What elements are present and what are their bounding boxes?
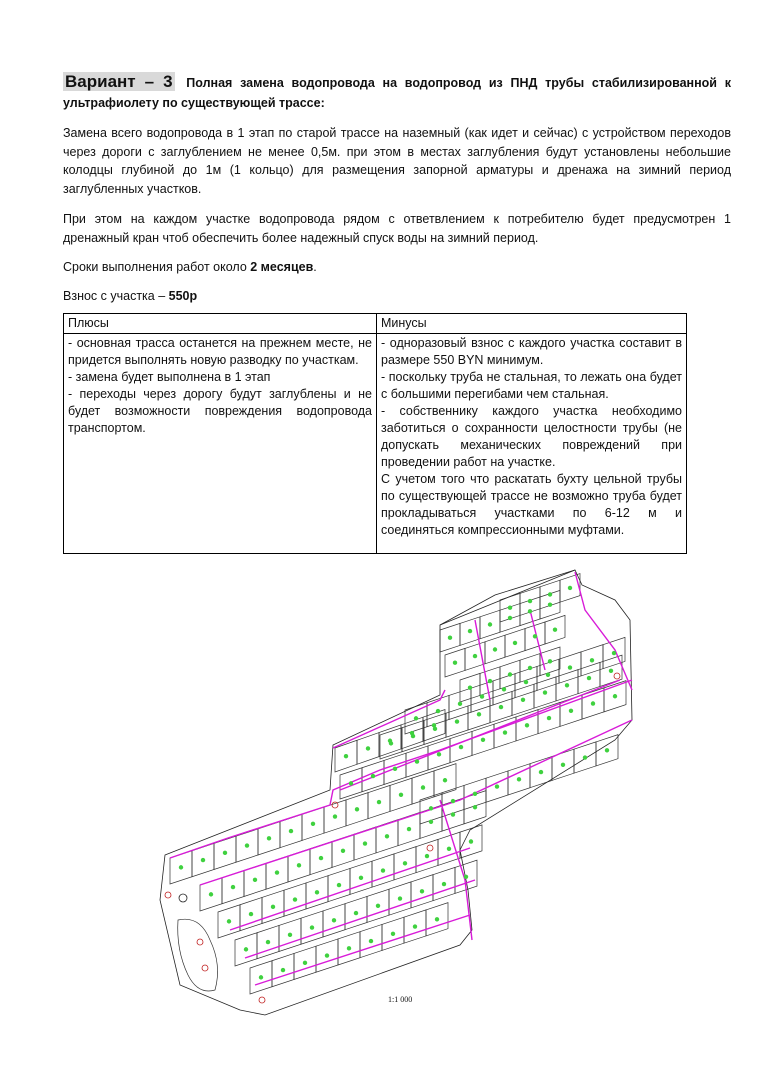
tree-marker [502, 687, 506, 691]
tree-marker [553, 628, 557, 632]
tree-marker [473, 792, 477, 796]
tree-marker [547, 716, 551, 720]
tree-marker [429, 806, 433, 810]
well-marker [614, 673, 620, 679]
tree-marker [399, 793, 403, 797]
tree-marker [451, 812, 455, 816]
cons-header: Минусы [377, 314, 687, 334]
pros-item: - основная трасса останется на прежнем месте, не придется выполнять новую разводку по участкам. [68, 336, 372, 367]
tree-marker [413, 924, 417, 928]
tree-marker [436, 709, 440, 713]
tree-marker [266, 940, 270, 944]
tree-marker [488, 622, 492, 626]
tree-marker [435, 917, 439, 921]
tree-marker [315, 890, 319, 894]
tree-marker [398, 896, 402, 900]
tree-marker [499, 705, 503, 709]
tree-marker [377, 800, 381, 804]
tree-marker [459, 745, 463, 749]
tree-marker [525, 723, 529, 727]
tree-marker [443, 778, 447, 782]
well-marker [259, 997, 265, 1003]
well-marker [427, 845, 433, 851]
variant-title: Полная замена водопровода на водопровод из ПНД трубы стабилизированной к ультрафиолету по существующей трассе: [63, 76, 731, 110]
tree-marker [548, 659, 552, 663]
water-pipe-route [575, 572, 632, 690]
pros-header: Плюсы [64, 314, 377, 334]
tree-marker [451, 799, 455, 803]
tree-marker [495, 784, 499, 788]
tree-marker [473, 654, 477, 658]
tree-marker [275, 870, 279, 874]
paragraph-drain: При этом на каждом участке водопровода рядом с ответвлением к потребителю будет предусмотрен 1 дренажный кран чтоб обеспечить более надежный спуск воды на зимний период. [63, 212, 731, 245]
well-marker [202, 965, 208, 971]
tree-marker [583, 755, 587, 759]
tree-marker [437, 752, 441, 756]
table-header-row [64, 314, 687, 334]
site-plan-map [150, 560, 740, 1020]
tree-marker [448, 636, 452, 640]
table-row [64, 334, 687, 554]
paragraph-fee [63, 287, 731, 306]
tree-marker [613, 694, 617, 698]
tree-marker [543, 690, 547, 694]
cons-item: С учетом того что раскатать бухту цельной трубы по существующей трассе не возможно труба будет прокладываться участками по 6-12 м и соединяться компрессионными муфтами. [381, 472, 682, 537]
tree-marker [420, 889, 424, 893]
tree-marker [477, 712, 481, 716]
tree-marker [231, 885, 235, 889]
well-marker [197, 939, 203, 945]
tree-marker [293, 897, 297, 901]
tree-marker [455, 719, 459, 723]
tree-marker [528, 599, 532, 603]
site-boundary [160, 570, 632, 1015]
pros-cell [64, 334, 377, 554]
tree-marker [369, 939, 373, 943]
tree-marker [569, 709, 573, 713]
tree-marker [568, 586, 572, 590]
variant-label: Вариант – 3 [65, 72, 173, 91]
tree-marker [414, 716, 418, 720]
water-pipe-route [530, 610, 545, 670]
tree-marker [528, 609, 532, 613]
tree-marker [337, 883, 341, 887]
tree-marker [480, 694, 484, 698]
tree-marker [325, 953, 329, 957]
tree-marker [332, 918, 336, 922]
water-pipe-route [255, 915, 470, 985]
tree-marker [546, 673, 550, 677]
tree-marker [521, 698, 525, 702]
tree-marker [561, 763, 565, 767]
tree-marker [539, 770, 543, 774]
tree-marker [403, 861, 407, 865]
tree-marker [493, 647, 497, 651]
tree-marker [366, 746, 370, 750]
tree-marker [605, 748, 609, 752]
pros-cons-table [63, 313, 687, 554]
tree-marker [421, 785, 425, 789]
tree-marker [281, 968, 285, 972]
tree-marker [381, 868, 385, 872]
tree-marker [259, 975, 263, 979]
tree-marker [201, 858, 205, 862]
tree-marker [385, 834, 389, 838]
tree-marker [528, 666, 532, 670]
tree-marker [333, 814, 337, 818]
tree-marker [245, 843, 249, 847]
tree-marker [548, 592, 552, 596]
tree-marker [297, 863, 301, 867]
tree-marker [289, 829, 293, 833]
tree-marker [344, 754, 348, 758]
tree-marker [319, 856, 323, 860]
tree-marker [568, 665, 572, 669]
tree-marker [481, 738, 485, 742]
pond [178, 919, 218, 991]
tree-marker [363, 841, 367, 845]
paragraph-description: Замена всего водопровода в 1 этап по старой трассе на наземный (как идет и сейчас) с устройством переходов через дороги с заглублением не менее 0,5м. при этом в местах заглубления будут установлены небольшие колодцы глубиной до 1м (1 кольцо) для размещения запорной арматуры и дренажа на зимний период заглубленных участков. [63, 126, 731, 196]
tree-marker [468, 629, 472, 633]
tree-marker [464, 875, 468, 879]
water-pipe-route [170, 680, 632, 858]
tree-marker [227, 919, 231, 923]
tree-marker [393, 767, 397, 771]
map-scale-label: 1:1 000 [388, 995, 413, 1004]
paragraph-timeline [63, 258, 731, 277]
tree-marker [587, 676, 591, 680]
tree-marker [524, 680, 528, 684]
well-marker [332, 802, 338, 808]
variant-heading [63, 72, 731, 113]
tree-marker [310, 925, 314, 929]
tree-marker [442, 882, 446, 886]
tree-marker [609, 669, 613, 673]
timeline-suffix: . [313, 260, 317, 274]
fee-amount: 550р [168, 289, 198, 303]
tree-marker [517, 777, 521, 781]
fee-prefix: Взнос с участка – [63, 289, 169, 303]
tree-marker [612, 651, 616, 655]
tree-marker [389, 741, 393, 745]
tree-marker [415, 759, 419, 763]
tree-marker [288, 933, 292, 937]
tree-marker [253, 878, 257, 882]
tree-marker [468, 686, 472, 690]
tree-marker [223, 851, 227, 855]
water-pipe-route [475, 620, 490, 700]
tree-marker [371, 774, 375, 778]
tree-marker [433, 727, 437, 731]
tree-marker [533, 634, 537, 638]
tree-marker [179, 865, 183, 869]
tree-marker [591, 701, 595, 705]
tree-marker [355, 807, 359, 811]
tree-marker [458, 702, 462, 706]
tree-marker [411, 734, 415, 738]
tree-marker [425, 854, 429, 858]
tree-marker [513, 641, 517, 645]
tree-marker [341, 849, 345, 853]
tree-marker [508, 672, 512, 676]
tree-marker [391, 932, 395, 936]
tree-marker [469, 839, 473, 843]
tree-marker [209, 892, 213, 896]
tree-marker [376, 904, 380, 908]
cons-item: - собственнику каждого участка необходимо заботиться о сохранности целостности трубы (не допускать механических повреждений при проведении работ на участке. [381, 404, 682, 469]
tree-marker [473, 805, 477, 809]
tree-marker [303, 961, 307, 965]
tree-marker [488, 679, 492, 683]
tree-marker [359, 876, 363, 880]
tree-marker [349, 781, 353, 785]
timeline-prefix: Сроки выполнения работ около [63, 260, 251, 274]
tree-marker [453, 661, 457, 665]
tree-marker [429, 820, 433, 824]
pros-item: - замена будет выполнена в 1 этап [68, 370, 271, 384]
timeline-duration: 2 месяцев [250, 260, 314, 274]
cons-item: - одноразовый взнос с каждого участка составит в размере 550 BYN минимум. [381, 336, 682, 367]
tree-marker [508, 616, 512, 620]
tree-marker [503, 730, 507, 734]
tree-marker [548, 603, 552, 607]
cons-item: - поскольку труба не стальная, то лежать она будет с большими перегибами чем стальная. [381, 370, 682, 401]
tree-marker [311, 822, 315, 826]
cons-cell [377, 334, 687, 554]
tree-marker [267, 836, 271, 840]
pros-item: - переходы через дорогу будут заглублены и не будет возможности повреждения водопровода транспортом. [68, 387, 372, 435]
tree-marker [347, 946, 351, 950]
tree-marker [590, 658, 594, 662]
tree-marker [271, 905, 275, 909]
tree-marker [249, 912, 253, 916]
tree-marker [508, 606, 512, 610]
tree-marker [354, 911, 358, 915]
tree-marker [244, 947, 248, 951]
tree-marker [447, 847, 451, 851]
entrance-symbol [179, 894, 187, 902]
well-marker [165, 892, 171, 898]
tree-marker [565, 683, 569, 687]
tree-marker [407, 827, 411, 831]
